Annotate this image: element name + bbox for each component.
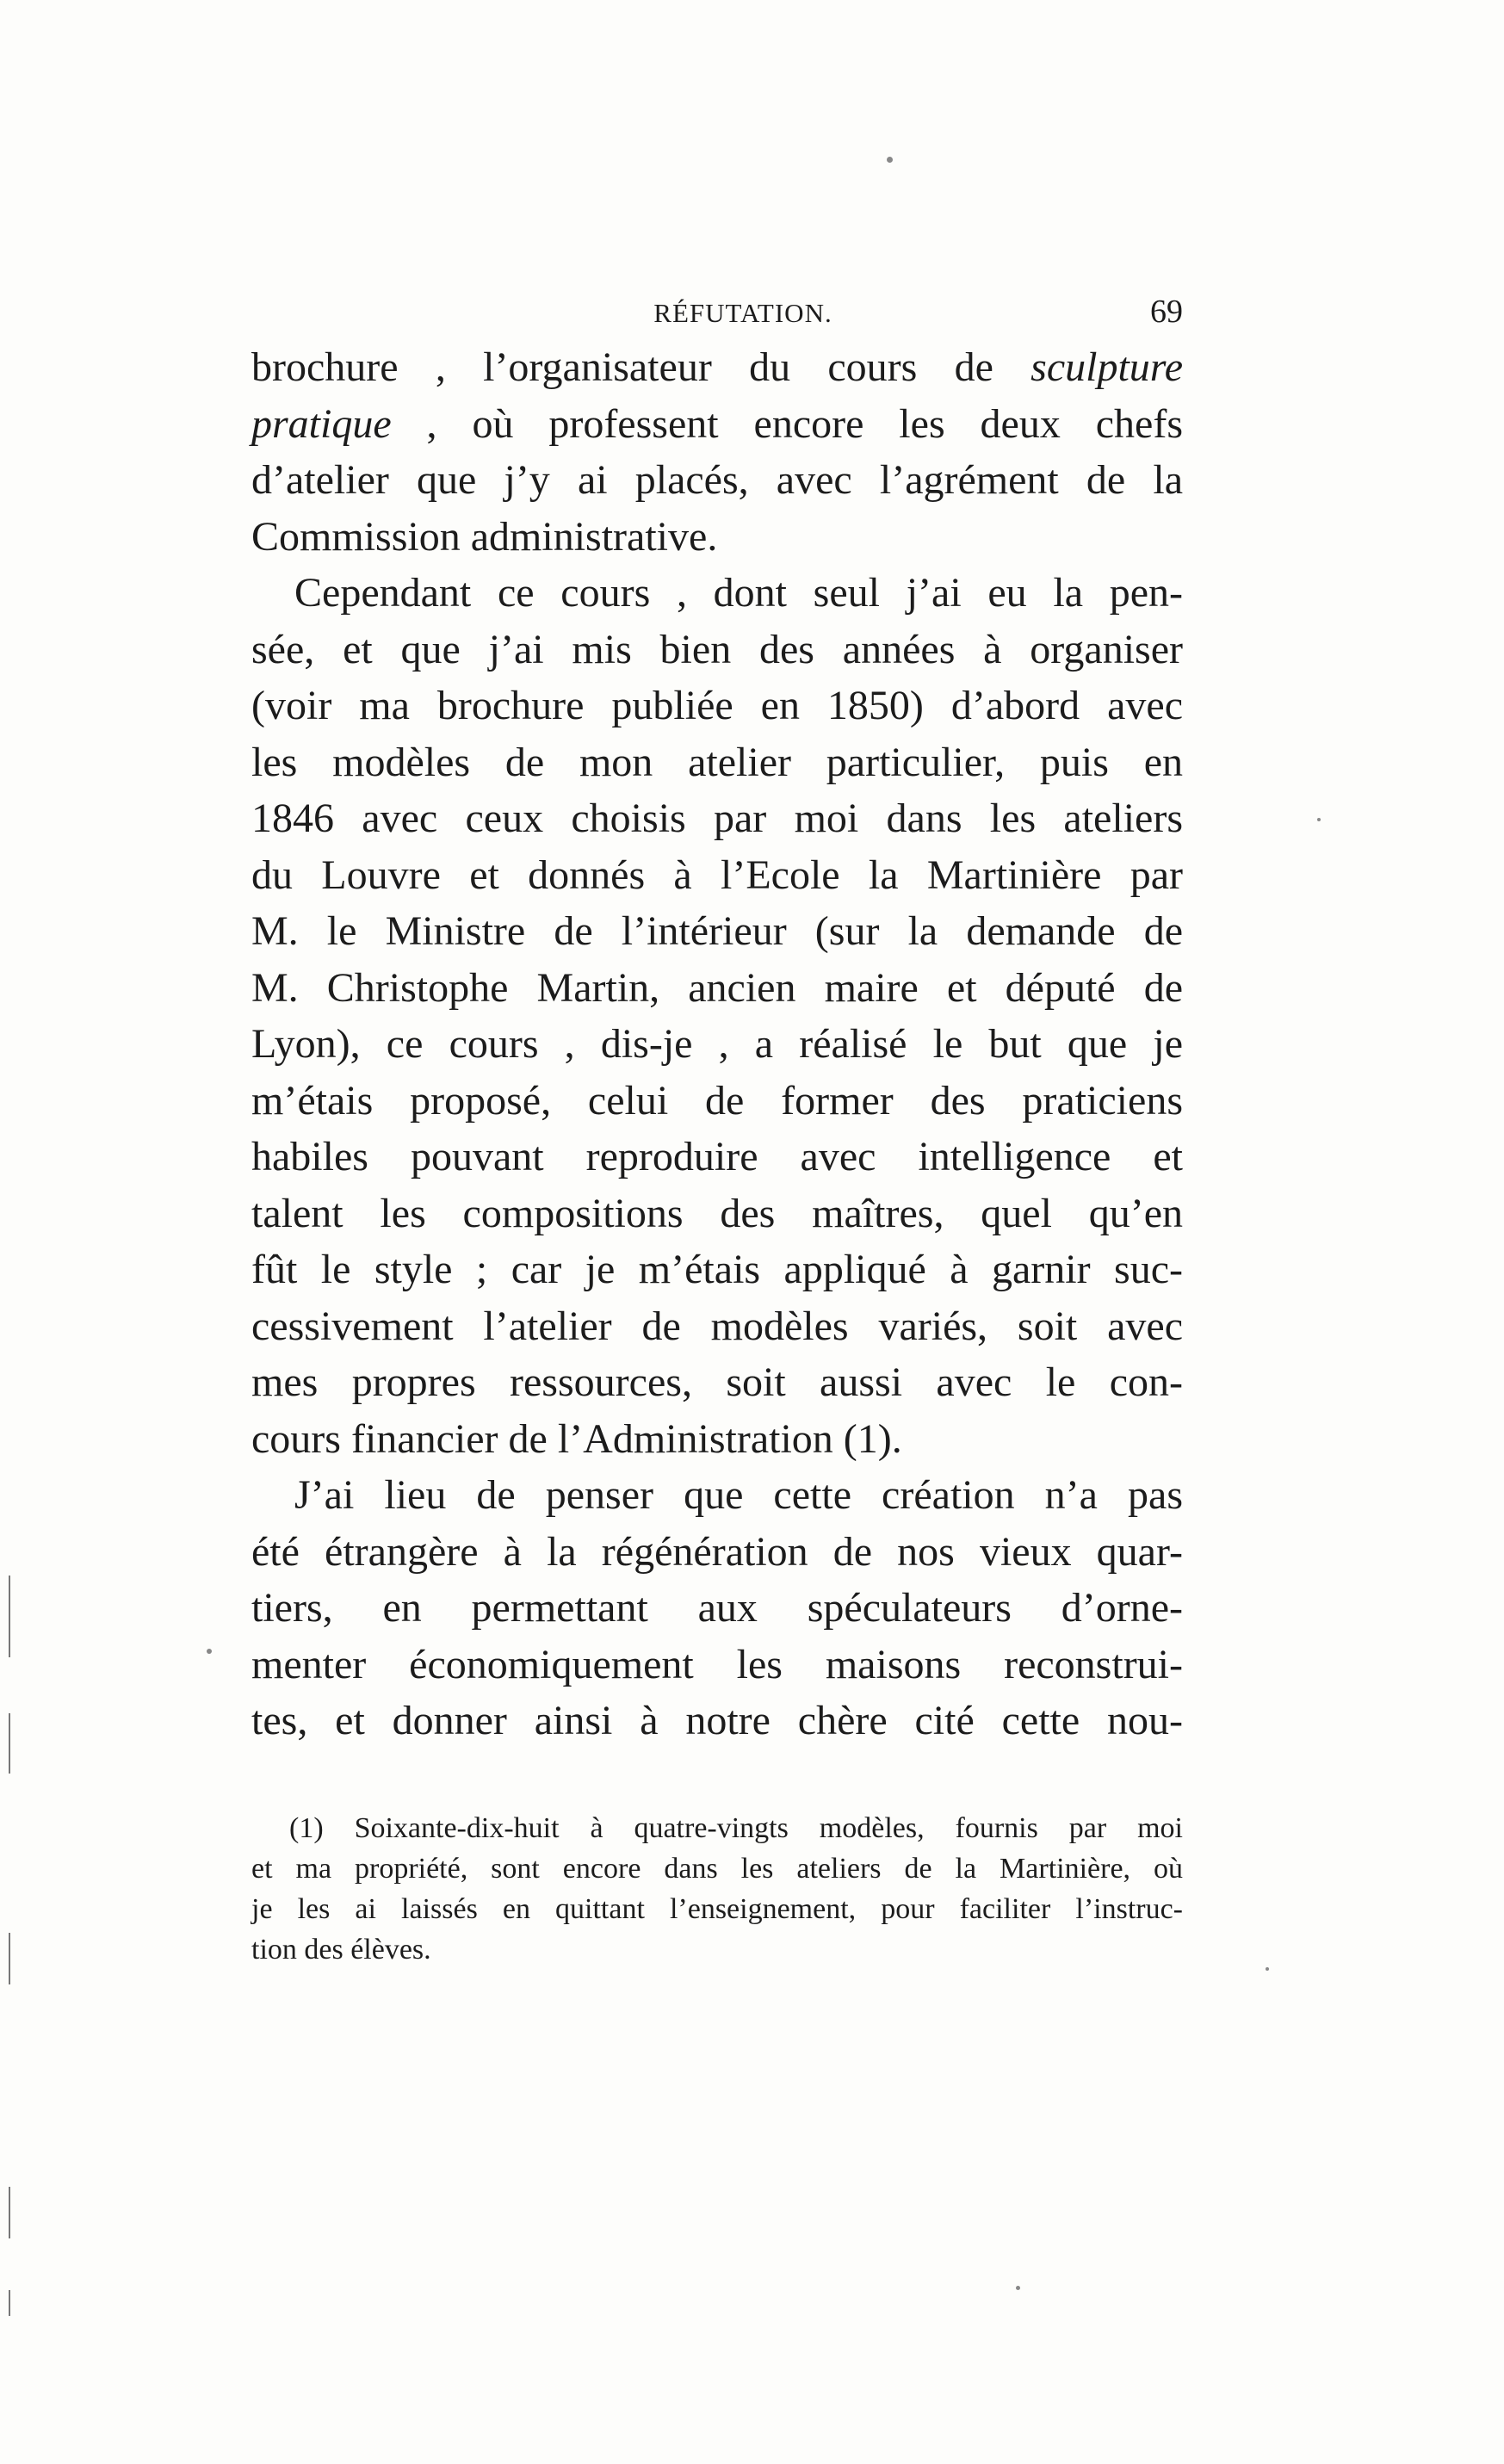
text-line: sée, et que j’ai mis bien des années à organiser — [251, 626, 1183, 672]
text-line: m’étais proposé, celui de former des praticiens — [251, 1077, 1183, 1124]
footnote-line: (1) Soixante-dix-huit à quatre-vingts modèles, fournis par moi — [289, 1812, 1183, 1844]
text-line: M. Christophe Martin, ancien maire et député de — [251, 964, 1183, 1011]
text-line: 1846 avec ceux choisis par moi dans les ateliers — [251, 796, 1183, 841]
text-line: fût le style ; car je m’étais appliqué à garnir suc- — [251, 1247, 1183, 1292]
margin-mark — [9, 1933, 10, 1984]
margin-mark — [9, 2187, 10, 2238]
footnote-line: je les ai laissés en quittant l’enseignement, pour faciliter l’instruc- — [251, 1893, 1183, 1925]
text-line: menter économiquement les maisons reconstrui- — [251, 1641, 1183, 1687]
page-number: 69 — [1150, 294, 1183, 330]
text-line: tes, et donner ainsi à notre chère cité cette nou- — [251, 1698, 1183, 1743]
text-line: talent les compositions des maîtres, quel qu’en — [251, 1190, 1183, 1236]
page-header — [251, 293, 1183, 336]
text-line: pratique , où professent encore les deux chefs — [251, 400, 1183, 447]
text-line: mes propres ressources, soit aussi avec le con- — [251, 1359, 1183, 1405]
footnote-line: et ma propriété, sont encore dans les ateliers de la Martinière, où — [251, 1853, 1183, 1885]
text-line: été étrangère à la régénération de nos vieux quar- — [251, 1528, 1183, 1575]
italic-word: sculpture — [1031, 344, 1183, 390]
text-line: cessivement l’atelier de modèles variés, soit avec — [251, 1303, 1183, 1349]
text-line: du Louvre et donnés à l’Ecole la Martinière par — [251, 851, 1183, 898]
text-line: brochure , l’organisateur du cours de sculpture — [251, 344, 1183, 390]
footnote — [251, 1808, 1183, 1970]
margin-mark — [9, 2290, 10, 2316]
scan-speck — [887, 157, 893, 163]
footnote-line: tion des élèves. — [251, 1934, 431, 1966]
scan-speck — [1016, 2286, 1020, 2290]
text-line: tiers, en permettant aux spéculateurs d’orne- — [251, 1585, 1183, 1631]
scan-speck — [1266, 1967, 1269, 1971]
text-line: Lyon), ce cours , dis-je , a réalisé le but que je — [251, 1021, 1183, 1067]
scan-speck — [1317, 818, 1321, 821]
text-line: Cependant ce cours , dont seul j’ai eu la pen- — [294, 570, 1183, 616]
text-line: habiles pouvant reproduire avec intelligence et — [251, 1134, 1183, 1179]
scan-speck — [207, 1649, 212, 1654]
text-line: cours financier de l’Administration (1). — [251, 1415, 902, 1462]
text-line: M. le Ministre de l’intérieur (sur la demande de — [251, 908, 1183, 954]
main-text — [251, 339, 1183, 1749]
text-line: J’ai lieu de penser que cette création n’a pas — [294, 1472, 1183, 1518]
margin-mark — [9, 1576, 10, 1657]
running-title: RÉFUTATION. — [653, 298, 832, 328]
text-line: Commission administrative. — [251, 513, 718, 560]
italic-word: pratique — [251, 400, 392, 447]
text-line: (voir ma brochure publiée en 1850) d’abord avec — [251, 683, 1183, 728]
text-line: d’atelier que j’y ai placés, avec l’agrément de la — [251, 457, 1183, 503]
margin-mark — [9, 1713, 10, 1774]
text-line: les modèles de mon atelier particulier, puis en — [251, 739, 1183, 785]
